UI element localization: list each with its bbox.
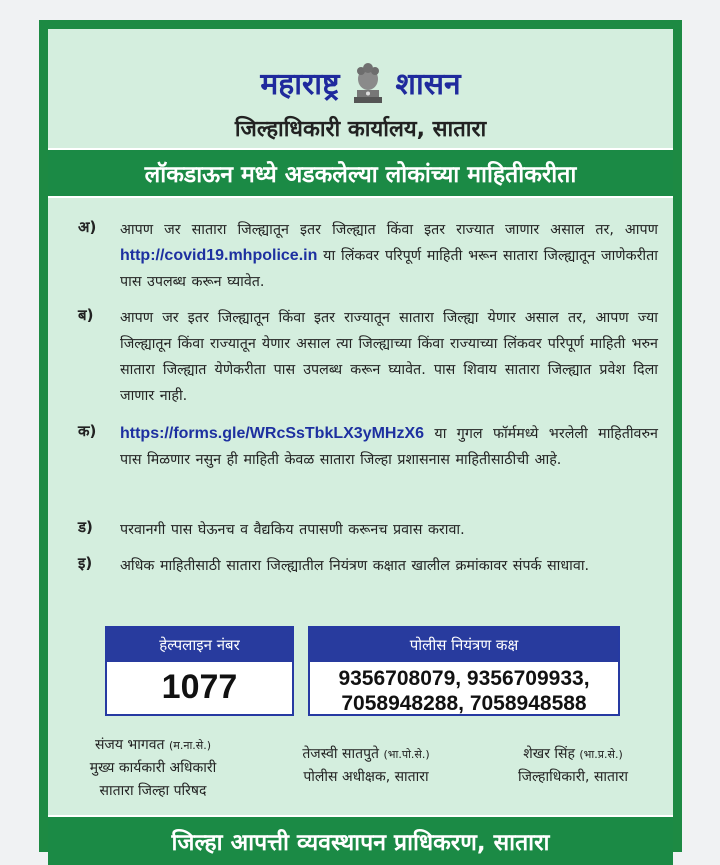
item-text: आपण जर सातारा जिल्ह्यातून इतर जिल्ह्यात किंवा इतर राज्यात जाणार असाल तर, आपण http://covid19.mhpolice.in या लिंकवर परिपूर्ण माहिती भरून सातारा जिल्ह्यातून जाणेकरीता पास उपलब्ध करून घ्यावेत.: [120, 222, 658, 290]
poster-panel: [48, 29, 673, 856]
emblem-icon: [348, 57, 388, 107]
signatory-name: तेजस्वी सातपुते: [302, 746, 380, 762]
helpline-number: 1077: [161, 667, 238, 706]
signatory-abbr: (भा.प्र.से.): [579, 748, 623, 761]
signatory-collector: [483, 743, 663, 789]
signatory-abbr: (म.ना.से.): [168, 739, 212, 752]
govt-header: [48, 57, 673, 107]
signatory-name: शेखर सिंह: [523, 746, 575, 762]
helpline-box: [105, 626, 294, 716]
signatory-title: मुख्य कार्यकारी अधिकारी: [89, 760, 217, 776]
police-control-label: पोलीस नियंत्रण कक्ष: [310, 628, 618, 662]
police-numbers-line1: 9356708079, 9356709933,: [338, 667, 590, 690]
lockdown-banner: लॉकडाऊन मध्ये अडकलेल्या लोकांच्या माहितीकरीता: [48, 148, 673, 198]
signatory-name: संजय भागवत: [94, 737, 165, 753]
item-marker: क): [78, 422, 97, 440]
item-text: https://forms.gle/WRcSsTbkLX3yMHzX6 या गुगल फॉर्ममध्ये भरलेली माहितीवरुन पास मिळणार नसुन ही माहिती केवळ सातारा जिल्हा प्रशासनास माहितीसाठीची आहे.: [120, 425, 658, 468]
header-left-word: महाराष्ट्र: [260, 66, 340, 102]
office-title: जिल्हाधिकारी कार्यालय, सातारा: [234, 117, 487, 142]
covid-pass-link[interactable]: http://covid19.mhpolice.in: [120, 247, 318, 264]
item-marker: ब): [78, 306, 94, 324]
signatory-ceo: [63, 734, 243, 803]
google-form-link[interactable]: https://forms.gle/WRcSsTbkLX3yMHzX6: [120, 425, 425, 442]
police-control-box: [308, 626, 620, 716]
police-numbers: [310, 662, 618, 716]
item-marker: ड): [78, 518, 93, 536]
poster: [39, 20, 682, 856]
signatory-sp: [276, 743, 456, 789]
item-text: आपण जर इतर जिल्ह्यातून किंवा इतर राज्यातून सातारा जिल्ह्या येणार असाल तर, आपण ज्या जिल्ह्यातून किंवा राज्यातून येणार असाल त्या जिल्ह्याच्या किंवा राज्याच्या लिंकवर परिपूर्ण माहिती भरुन सातारा जिल्ह्यात येणेकरीता पास उपलब्ध करून घ्यावेत. पास शिवाय सातारा जिल्ह्यात प्रवेश दिला जाणार नाही.: [120, 310, 658, 404]
signatory-abbr: (भा.पो.से.): [383, 748, 430, 761]
item-marker: इ): [78, 554, 93, 572]
footer-banner: जिल्हा आपत्ती व्यवस्थापन प्राधिकरण, सातारा: [48, 815, 673, 865]
signatory-title: पोलीस अधीक्षक, सातारा: [303, 769, 429, 785]
item-text: परवानगी पास घेऊनच व वैद्यकिय तपासणी करूनच प्रवास करावा.: [120, 522, 465, 538]
header-right-word: शासन: [395, 66, 461, 102]
signatory-title: सातारा जिल्हा परिषद: [99, 783, 207, 799]
police-numbers-line2: 7058948288, 7058948588: [341, 692, 587, 715]
item-text: अधिक माहितीसाठी सातारा जिल्ह्यातील नियंत्रण कक्षात खालील क्रमांकावर संपर्क साधावा.: [120, 558, 590, 574]
item-marker: अ): [78, 218, 97, 236]
helpline-label: हेल्पलाइन नंबर: [107, 628, 292, 662]
signatory-title: जिल्हाधिकारी, सातारा: [517, 769, 629, 785]
